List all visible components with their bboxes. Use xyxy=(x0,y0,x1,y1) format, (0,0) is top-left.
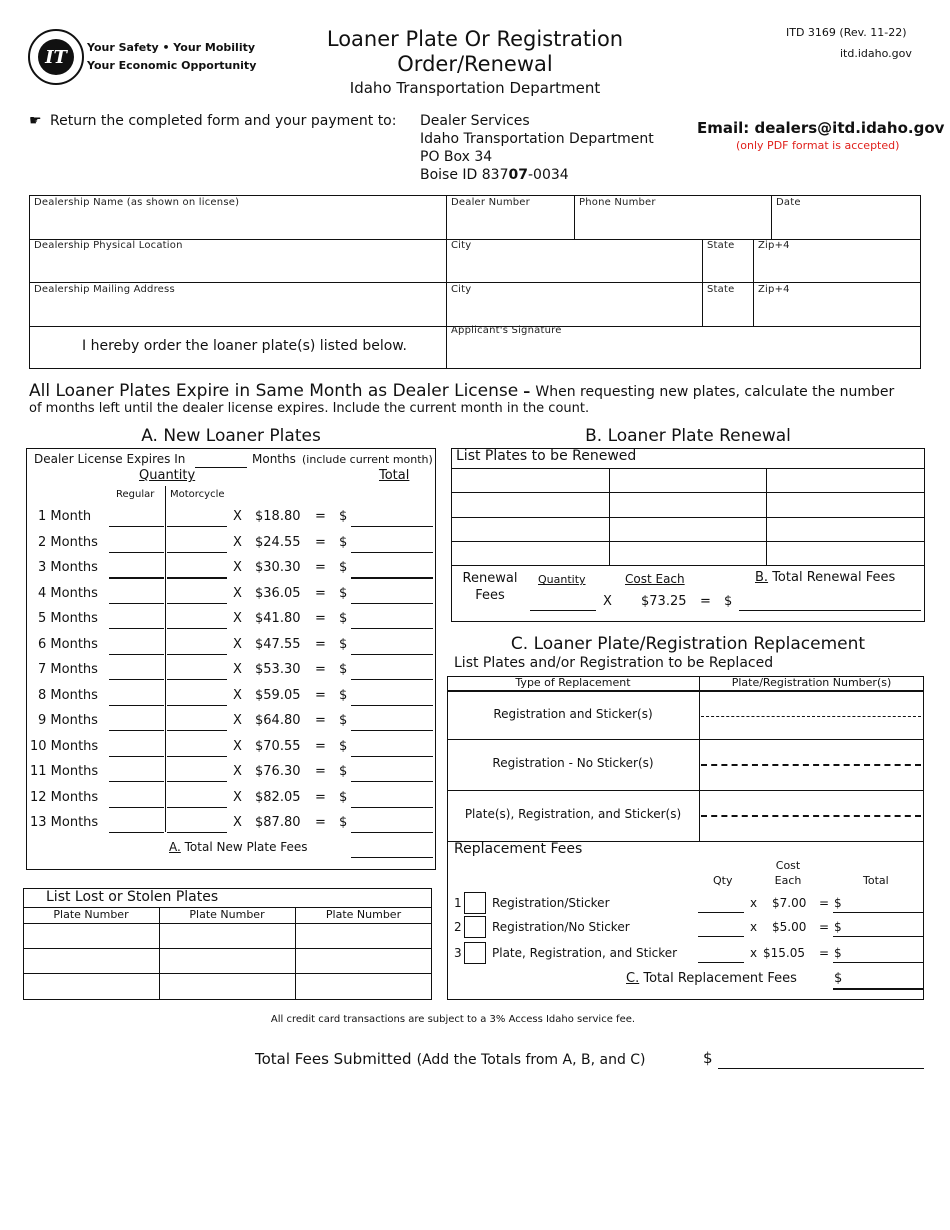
unit-price: $64.80 xyxy=(255,713,301,728)
mailing-city-field[interactable]: City xyxy=(451,284,472,295)
tagline-2: Your Economic Opportunity xyxy=(87,59,257,72)
section-c-title: C. Loaner Plate/Registration Replacement xyxy=(510,634,866,654)
total-a-text: Total New Plate Fees xyxy=(184,840,308,854)
renew-list-header: List Plates to be Renewed xyxy=(456,448,637,464)
signature-field[interactable]: Applicant's Signature xyxy=(451,325,562,336)
times-sign: X xyxy=(233,535,242,550)
physical-state-field[interactable]: State xyxy=(707,240,735,251)
fee-eq: = xyxy=(819,946,830,960)
fee-price: $7.00 xyxy=(772,896,807,910)
address-line-2: Idaho Transportation Department xyxy=(420,131,654,147)
equals-sign: = xyxy=(315,739,326,754)
renew-plate-cell[interactable] xyxy=(767,493,924,517)
dollar-sign: $ xyxy=(339,739,348,754)
motorcycle-header: Motorcycle xyxy=(170,489,225,500)
number-input-3[interactable] xyxy=(701,815,921,817)
renew-plate-cell[interactable] xyxy=(452,542,609,565)
city-post: -0034 xyxy=(527,167,569,183)
total-a-letter: A. xyxy=(169,840,181,854)
lost-cell-1-1[interactable] xyxy=(24,924,158,947)
type-registration-sticker: Registration and Sticker(s) xyxy=(493,707,653,721)
fee-dollar: $ xyxy=(834,920,842,934)
fee-x: x xyxy=(750,946,758,960)
regular-qty-input[interactable] xyxy=(109,756,164,757)
total-fees-input[interactable] xyxy=(718,1068,924,1069)
equals-sign: = xyxy=(315,662,326,677)
fee-dollar: $ xyxy=(834,896,842,910)
total-c-header: Total xyxy=(863,874,889,887)
times-sign: X xyxy=(233,815,242,830)
times-sign: X xyxy=(233,509,242,524)
address-line-4 xyxy=(420,167,569,183)
renew-plate-cell[interactable] xyxy=(767,542,924,565)
fee-number: 1 xyxy=(454,896,462,910)
renewal-eq: = xyxy=(700,594,711,609)
row-total-input[interactable] xyxy=(351,526,433,527)
months-label: 10 Months xyxy=(30,739,99,754)
renewal-cost-header: Cost Each xyxy=(625,572,685,586)
times-sign: X xyxy=(233,739,242,754)
renew-plate-cell[interactable] xyxy=(610,542,766,565)
dollar-sign: $ xyxy=(339,713,348,728)
row-total-input[interactable] xyxy=(351,679,433,680)
fee-total-input[interactable] xyxy=(833,962,923,963)
dollar-sign: $ xyxy=(339,764,348,779)
regular-qty-input[interactable] xyxy=(109,628,164,629)
renew-plate-cell[interactable] xyxy=(610,518,766,541)
fee-qty-input[interactable] xyxy=(698,936,744,937)
motorcycle-qty-input[interactable] xyxy=(167,781,227,782)
credit-card-note: All credit card transactions are subject to a 3% Access Idaho service fee. xyxy=(270,1014,636,1025)
dollar-sign: $ xyxy=(339,688,348,703)
regular-qty-input[interactable] xyxy=(109,577,164,579)
section-c-subtitle: List Plates and/or Registration to be Replaced xyxy=(454,655,774,671)
fee-eq: = xyxy=(819,896,830,910)
unit-price: $41.80 xyxy=(255,611,301,626)
motorcycle-qty-input[interactable] xyxy=(167,832,227,833)
total-new-plate-fees-label xyxy=(169,840,308,854)
total-fees-note: (Add the Totals from A, B, and C) xyxy=(416,1052,646,1068)
dealership-name-field[interactable]: Dealership Name (as shown on license) xyxy=(34,197,240,208)
lost-cell-2-3[interactable] xyxy=(296,949,431,972)
months-label: 9 Months xyxy=(38,713,98,728)
months-label: 8 Months xyxy=(38,688,98,703)
unit-price: $30.30 xyxy=(255,560,301,575)
regular-qty-input[interactable] xyxy=(109,526,164,527)
regular-qty-input[interactable] xyxy=(109,832,164,833)
physical-location-field[interactable]: Dealership Physical Location xyxy=(34,240,183,251)
months-label: 1 Month xyxy=(38,509,92,524)
svg-text:IT: IT xyxy=(45,47,67,68)
expires-label: Dealer License Expires In xyxy=(34,452,186,466)
fee-price: $5.00 xyxy=(772,920,807,934)
equals-sign: = xyxy=(315,560,326,575)
pointing-hand-icon: ☛ xyxy=(29,113,42,129)
row-total-input[interactable] xyxy=(351,603,433,604)
total-fees-dollar: $ xyxy=(703,1049,713,1067)
renew-plate-cell[interactable] xyxy=(610,469,766,492)
motorcycle-qty-input[interactable] xyxy=(167,654,227,655)
row-total-input[interactable] xyxy=(351,628,433,629)
type-header: Type of Replacement xyxy=(515,676,631,689)
date-field[interactable]: Date xyxy=(776,197,801,208)
renewal-label: Renewal xyxy=(462,571,518,586)
fee-label: Registration/No Sticker xyxy=(492,920,630,934)
lost-cell-2-2[interactable] xyxy=(160,949,294,972)
renew-plate-cell[interactable] xyxy=(767,518,924,541)
order-statement: I hereby order the loaner plate(s) listed below. xyxy=(82,338,407,354)
total-b-letter: B. xyxy=(755,570,769,585)
unit-price: $18.80 xyxy=(255,509,301,524)
total-replacement-input[interactable] xyxy=(833,988,923,990)
row-total-input[interactable] xyxy=(351,832,433,833)
total-new-plate-fees-input[interactable] xyxy=(351,857,433,858)
equals-sign: = xyxy=(315,815,326,830)
lost-cell-3-3[interactable] xyxy=(296,974,431,999)
lost-stolen-title: List Lost or Stolen Plates xyxy=(46,889,219,905)
regular-header: Regular xyxy=(116,489,155,500)
unit-price: $76.30 xyxy=(255,764,301,779)
mailing-address-field[interactable]: Dealership Mailing Address xyxy=(34,284,175,295)
unit-price: $53.30 xyxy=(255,662,301,677)
itd-logo xyxy=(27,28,85,86)
renew-plate-cell[interactable] xyxy=(452,518,609,541)
row-total-input[interactable] xyxy=(351,552,433,553)
regular-qty-input[interactable] xyxy=(109,705,164,706)
regular-qty-input[interactable] xyxy=(109,781,164,782)
unit-price: $36.05 xyxy=(255,586,301,601)
equals-sign: = xyxy=(315,535,326,550)
dollar-sign: $ xyxy=(339,560,348,575)
each-header: Each xyxy=(774,874,802,887)
row-total-input[interactable] xyxy=(351,756,433,757)
email-note: (only PDF format is accepted) xyxy=(736,139,900,152)
address-line-3: PO Box 34 xyxy=(420,149,493,165)
equals-sign: = xyxy=(315,764,326,779)
unit-price: $82.05 xyxy=(255,790,301,805)
motorcycle-qty-input[interactable] xyxy=(167,603,227,604)
total-fees-label: Total Fees Submitted xyxy=(255,1050,412,1068)
dollar-sign: $ xyxy=(339,611,348,626)
times-sign: X xyxy=(233,637,242,652)
renewal-price: $73.25 xyxy=(641,594,687,609)
months-label: 3 Months xyxy=(38,560,98,575)
lost-col-3: Plate Number xyxy=(325,908,402,921)
expire-heading: All Loaner Plates Expire in Same Month as Dealer License xyxy=(29,381,519,401)
number-input-2[interactable] xyxy=(701,764,921,766)
lost-cell-3-2[interactable] xyxy=(160,974,294,999)
fee-price: $15.05 xyxy=(763,946,805,960)
regular-qty-input[interactable] xyxy=(109,679,164,680)
renew-plate-cell[interactable] xyxy=(452,469,609,492)
dollar-sign: $ xyxy=(339,662,348,677)
renew-plate-cell[interactable] xyxy=(452,493,609,517)
regular-qty-input[interactable] xyxy=(109,730,164,731)
renewal-total-input[interactable] xyxy=(739,610,921,611)
motorcycle-qty-input[interactable] xyxy=(167,756,227,757)
equals-sign: = xyxy=(315,637,326,652)
unit-price: $70.55 xyxy=(255,739,301,754)
fee-x: x xyxy=(750,896,758,910)
regular-qty-input[interactable] xyxy=(109,807,164,808)
equals-sign: = xyxy=(315,586,326,601)
motorcycle-qty-input[interactable] xyxy=(167,705,227,706)
dollar-sign: $ xyxy=(339,586,348,601)
dealer-number-field[interactable]: Dealer Number xyxy=(451,197,530,208)
physical-city-field[interactable]: City xyxy=(451,240,472,251)
qty-header: Qty xyxy=(713,874,733,887)
form-title-2: Order/Renewal xyxy=(397,52,553,76)
total-c-text: Total Replacement Fees xyxy=(643,971,797,986)
cost-header: Cost xyxy=(775,859,801,872)
times-sign: X xyxy=(233,713,242,728)
renewal-total-label xyxy=(755,570,895,585)
dollar-sign: $ xyxy=(339,637,348,652)
fee-checkbox[interactable] xyxy=(464,916,486,938)
website: itd.idaho.gov xyxy=(840,47,912,60)
type-plate-registration-sticker: Plate(s), Registration, and Sticker(s) xyxy=(464,807,682,821)
phone-number-field[interactable]: Phone Number xyxy=(579,197,656,208)
motorcycle-qty-input[interactable] xyxy=(167,552,227,553)
total-b-text: Total Renewal Fees xyxy=(772,570,896,585)
row-total-input[interactable] xyxy=(351,807,433,808)
months-label: 6 Months xyxy=(38,637,98,652)
times-sign: X xyxy=(233,560,242,575)
fee-qty-input[interactable] xyxy=(698,912,744,913)
total-header: Total xyxy=(379,468,410,483)
dollar-sign: $ xyxy=(339,790,348,805)
times-sign: X xyxy=(233,764,242,779)
type-registration-no-sticker: Registration - No Sticker(s) xyxy=(492,756,654,770)
renewal-x: X xyxy=(603,594,612,609)
expire-dash: – xyxy=(523,384,531,400)
fee-dollar: $ xyxy=(834,946,842,960)
lost-col-1: Plate Number xyxy=(53,908,129,921)
dollar-sign: $ xyxy=(339,509,348,524)
dollar-sign: $ xyxy=(339,535,348,550)
months-label: 4 Months xyxy=(38,586,98,601)
lost-cell-3-1[interactable] xyxy=(24,974,158,999)
renewal-dollar: $ xyxy=(724,594,733,609)
expire-text-1: When requesting new plates, calculate the number xyxy=(535,384,895,400)
fee-number: 2 xyxy=(454,920,462,934)
motorcycle-qty-input[interactable] xyxy=(167,628,227,629)
motorcycle-qty-input[interactable] xyxy=(167,526,227,527)
lost-cell-1-3[interactable] xyxy=(296,924,431,947)
expire-text-2: of months left until the dealer license expires. Include the current month in the count. xyxy=(29,401,590,416)
address-line-1: Dealer Services xyxy=(420,113,530,129)
renewal-qty-input[interactable] xyxy=(530,610,596,611)
mailing-zip-field[interactable]: Zip+4 xyxy=(758,284,790,295)
renew-plate-cell[interactable] xyxy=(610,493,766,517)
unit-price: $24.55 xyxy=(255,535,301,550)
total-fees-submitted xyxy=(255,1049,646,1068)
email-address[interactable]: Email: dealers@itd.idaho.gov xyxy=(697,119,945,137)
months-label: 11 Months xyxy=(30,764,99,779)
equals-sign: = xyxy=(315,509,326,524)
row-total-input[interactable] xyxy=(351,705,433,706)
expire-notice xyxy=(29,381,929,401)
row-total-input[interactable] xyxy=(351,654,433,655)
total-c-letter: C. xyxy=(626,971,640,986)
times-sign: X xyxy=(233,611,242,626)
motorcycle-qty-input[interactable] xyxy=(167,577,227,579)
lost-col-2: Plate Number xyxy=(189,908,265,921)
form-subtitle: Idaho Transportation Department xyxy=(349,79,601,97)
fee-x: x xyxy=(750,920,758,934)
regular-qty-input[interactable] xyxy=(109,654,164,655)
lost-cell-1-2[interactable] xyxy=(160,924,294,947)
fee-label: Registration/Sticker xyxy=(492,896,610,910)
expires-months-input[interactable] xyxy=(195,467,247,468)
motorcycle-qty-input[interactable] xyxy=(167,730,227,731)
return-label: Return the completed form and your payment to: xyxy=(50,113,397,129)
motorcycle-qty-input[interactable] xyxy=(167,679,227,680)
city-bold: 07 xyxy=(508,167,528,183)
number-header: Plate/Registration Number(s) xyxy=(731,676,892,689)
mailing-state-field[interactable]: State xyxy=(707,284,735,295)
fee-qty-input[interactable] xyxy=(698,962,744,963)
equals-sign: = xyxy=(315,688,326,703)
renew-plate-cell[interactable] xyxy=(767,469,924,492)
number-input-1[interactable] xyxy=(701,716,921,717)
times-sign: X xyxy=(233,586,242,601)
total-replacement-label xyxy=(626,971,797,986)
fee-number: 3 xyxy=(454,946,462,960)
unit-price: $87.80 xyxy=(255,815,301,830)
row-total-input[interactable] xyxy=(351,577,433,579)
total-replacement-dollar: $ xyxy=(834,971,843,986)
lost-cell-2-1[interactable] xyxy=(24,949,158,972)
physical-zip-field[interactable]: Zip+4 xyxy=(758,240,790,251)
fee-total-input[interactable] xyxy=(833,912,923,913)
section-a-title: A. New Loaner Plates xyxy=(141,426,321,446)
form-id: ITD 3169 (Rev. 11-22) xyxy=(786,26,907,39)
renewal-qty-header: Quantity xyxy=(538,573,586,586)
quantity-header: Quantity xyxy=(139,468,196,483)
replacement-fees-header: Replacement Fees xyxy=(454,841,583,857)
unit-price: $47.55 xyxy=(255,637,301,652)
dollar-sign: $ xyxy=(339,815,348,830)
fee-checkbox[interactable] xyxy=(464,942,486,964)
fee-label: Plate, Registration, and Sticker xyxy=(492,946,678,960)
fee-total-input[interactable] xyxy=(833,936,923,937)
regular-qty-input[interactable] xyxy=(109,552,164,553)
renewal-fees-label: Fees xyxy=(475,588,505,603)
regular-qty-input[interactable] xyxy=(109,603,164,604)
city-pre: Boise ID 837 xyxy=(420,167,509,183)
fee-checkbox[interactable] xyxy=(464,892,486,914)
times-sign: X xyxy=(233,688,242,703)
months-label: Months xyxy=(252,452,296,466)
times-sign: X xyxy=(233,790,242,805)
months-label: 7 Months xyxy=(38,662,98,677)
months-label: 5 Months xyxy=(38,611,98,626)
section-b-title: B. Loaner Plate Renewal xyxy=(585,426,791,446)
motorcycle-qty-input[interactable] xyxy=(167,807,227,808)
tagline-1: Your Safety • Your Mobility xyxy=(87,41,256,54)
row-total-input[interactable] xyxy=(351,730,433,731)
fee-eq: = xyxy=(819,920,830,934)
row-total-input[interactable] xyxy=(351,781,433,782)
unit-price: $59.05 xyxy=(255,688,301,703)
months-label: 2 Months xyxy=(38,535,98,550)
equals-sign: = xyxy=(315,611,326,626)
times-sign: X xyxy=(233,662,242,677)
equals-sign: = xyxy=(315,713,326,728)
months-label: 13 Months xyxy=(30,815,99,830)
equals-sign: = xyxy=(315,790,326,805)
form-title-1: Loaner Plate Or Registration xyxy=(326,27,624,51)
include-note: (include current month) xyxy=(302,453,433,466)
months-label: 12 Months xyxy=(30,790,99,805)
